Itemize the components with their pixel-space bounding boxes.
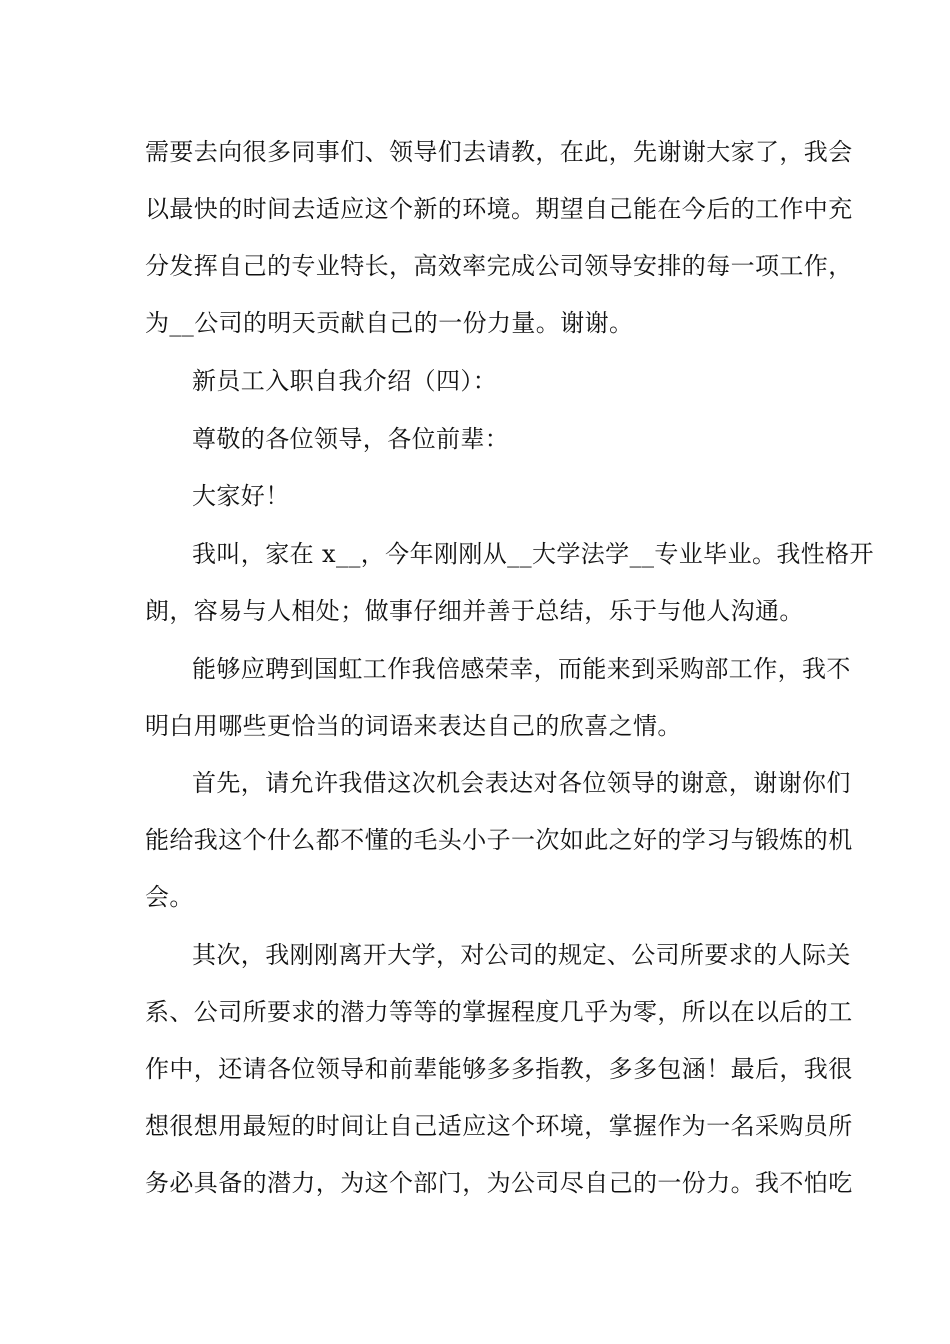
salutation: 尊敬的各位领导，各位前辈：	[192, 425, 510, 453]
text-line: 能够应聘到国虹工作我倍感荣幸，而能来到采购部工作，我不	[192, 655, 851, 683]
text-line: 能给我这个什么都不懂的毛头小子一次如此之好的学习与锻炼的机	[145, 826, 853, 854]
text-line: 系、公司所要求的潜力等等的掌握程度几乎为零，所以在以后的工	[145, 998, 853, 1026]
text-line: 需要去向很多同事们、领导们去请教，在此，先谢谢大家了，我会	[145, 138, 853, 166]
text-line: 会。	[145, 883, 194, 911]
text-line: 务必具备的潜力，为这个部门，为公司尽自己的一份力。我不怕吃	[145, 1169, 853, 1197]
text-line: 作中，还请各位领导和前辈能够多多指教，多多包涵！最后，我很	[145, 1055, 853, 1083]
text-line: 我叫，家在 x__，今年刚刚从__大学法学__专业毕业。我性格开	[192, 540, 874, 568]
text-line: 想很想用最短的时间让自己适应这个环境，掌握作为一名采购员所	[145, 1112, 853, 1140]
text-line: 其次，我刚刚离开大学，对公司的规定、公司所要求的人际关	[192, 941, 851, 969]
text-line: 朗，容易与人相处；做事仔细并善于总结，乐于与他人沟通。	[145, 597, 804, 625]
text-line: 明白用哪些更恰当的词语来表达自己的欣喜之情。	[145, 712, 682, 740]
text-line: 分发挥自己的专业特长，高效率完成公司领导安排的每一项工作，	[145, 252, 853, 280]
text-line: 以最快的时间去适应这个新的环境。期望自己能在今后的工作中充	[145, 195, 853, 223]
greeting: 大家好！	[192, 482, 290, 510]
text-line: 首先，请允许我借这次机会表达对各位领导的谢意，谢谢你们	[192, 769, 851, 797]
section-heading: 新员工入职自我介绍（四）：	[192, 367, 498, 395]
text-line: 为__公司的明天贡献自己的一份力量。谢谢。	[145, 309, 634, 337]
